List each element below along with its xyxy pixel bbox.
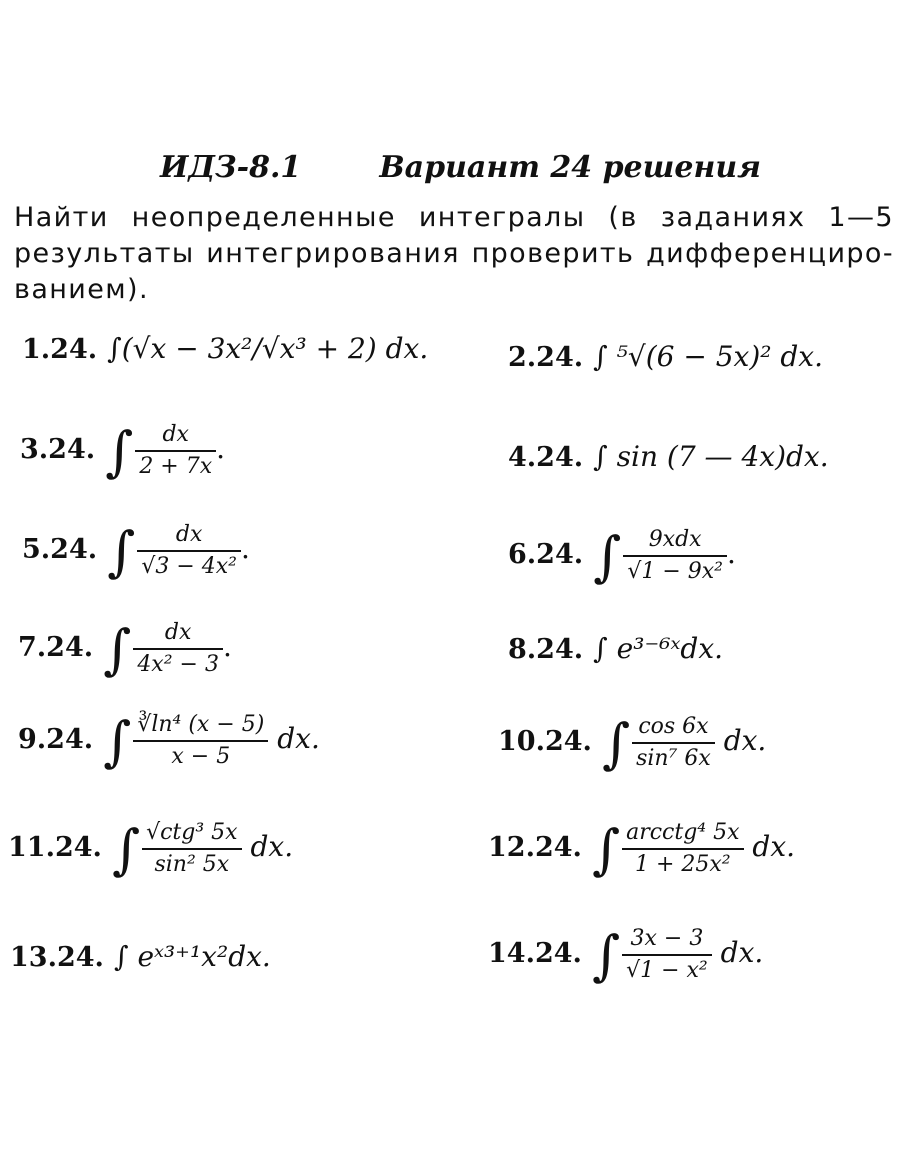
- numerator: arcctg⁴ 5x: [622, 820, 743, 850]
- problem-number: 2.24.: [508, 342, 584, 373]
- fraction: [137, 522, 241, 580]
- denominator: √1 − 9x²: [627, 558, 723, 584]
- assignment-id: ИДЗ-8.1: [160, 150, 302, 185]
- problem-6: 6.24. ∫ $\frac{\text{9xdx}}{\text{√1 − 9x²}}$ .: [508, 525, 736, 588]
- problem-number: 1.24.: [22, 334, 98, 365]
- problem-14: 14.24. ∫ $\frac{3x - 3}{\text{√1 − x²}}$ dx.: [488, 924, 764, 987]
- integral-sign: ∫: [601, 712, 631, 775]
- denominator: x − 5: [171, 743, 231, 769]
- denominator: sin⁷ 6x: [636, 745, 711, 771]
- problem-8: [508, 632, 723, 665]
- problem-13: [10, 940, 271, 973]
- numerator: dx: [133, 620, 223, 650]
- problem-number: 4.24.: [508, 442, 584, 473]
- problem-number: 6.24.: [508, 539, 584, 570]
- numerator: 9xdx: [623, 527, 727, 557]
- variant-title: Вариант 24 решения: [379, 150, 762, 185]
- problem-number: 10.24.: [498, 726, 592, 757]
- numerator: 3x − 3: [622, 926, 712, 956]
- fraction: [133, 620, 223, 678]
- fraction: [623, 527, 727, 585]
- problem-expression: ∫ ⁵√(6 − 5x)² dx.: [593, 340, 823, 373]
- problem-number: 9.24.: [18, 724, 94, 755]
- integral-sign: ∫: [591, 924, 621, 987]
- integral-sign: ∫: [103, 618, 132, 681]
- problem-expression: ∫ sin (7 — 4x)dx.: [593, 440, 829, 473]
- numerator: cos 6x: [632, 714, 715, 744]
- integral-sign: ∫: [107, 520, 136, 583]
- numerator: ∛ln⁴ (x − 5): [133, 712, 268, 742]
- problem-5: 5.24. ∫ $\frac{dx}{\text{√3 − 4x²}}$ .: [22, 520, 250, 583]
- problem-7: 7.24. ∫ $\frac{dx}{\text{4x² − 3}}$ .: [18, 618, 232, 681]
- problem-expression: ∫ eˣ³⁺¹x²dx.: [113, 940, 271, 973]
- problem-11: 11.24. ∫ $\frac{\text{√ctg³ 5x}}{\text{sin² 5x}}$ dx.: [8, 818, 294, 881]
- integral-sign: ∫: [111, 818, 141, 881]
- numerator: dx: [135, 422, 216, 452]
- integral-sign: ∫: [591, 818, 621, 881]
- numerator: √ctg³ 5x: [142, 820, 241, 850]
- problem-number: 5.24.: [22, 534, 98, 565]
- task-instructions: [14, 200, 894, 308]
- problem-4: [508, 440, 829, 473]
- problem-expression: ∫ e³⁻⁶ˣdx.: [593, 632, 724, 665]
- problem-number: 12.24.: [488, 832, 582, 863]
- denominator: 1 + 25x²: [634, 851, 731, 877]
- denominator: sin² 5x: [154, 851, 230, 877]
- instruction-line: ванием).: [14, 274, 149, 305]
- fraction: [622, 820, 743, 878]
- problem-2: [508, 340, 823, 373]
- fraction: [632, 714, 715, 772]
- problem-1: [22, 332, 428, 365]
- problem-number: 3.24.: [20, 434, 96, 465]
- numerator: dx: [137, 522, 241, 552]
- integral-sign: ∫: [105, 420, 134, 483]
- denominator: 2 + 7x: [139, 453, 213, 479]
- fraction: [622, 926, 712, 984]
- problem-3: 3.24. ∫ $\frac{dx}{2 + 7x}$ .: [20, 420, 226, 483]
- integral-sign: ∫: [103, 710, 132, 773]
- integral-sign: ∫: [593, 525, 622, 588]
- document-header: [160, 150, 761, 185]
- instruction-line: Найти неопределенные интегралы (в заданиях 1—5: [14, 202, 894, 233]
- problem-number: 8.24.: [508, 634, 584, 665]
- problem-number: 11.24.: [8, 832, 102, 863]
- problem-expression: ∫(√x − 3x²/√x³ + 2) dx.: [107, 332, 429, 365]
- problem-9: 9.24. ∫ $\frac{\text{∛ln⁴ (x − 5)}}{x - 5}$ dx.: [18, 710, 320, 773]
- instruction-line: результаты интегрирования проверить дифференциро-: [14, 238, 894, 269]
- problem-12: 12.24. ∫ $\frac{\text{arcctg⁴ 5x}}{\text{1 + 25x²}}$ dx.: [488, 818, 796, 881]
- fraction: [142, 820, 241, 878]
- denominator: √3 − 4x²: [141, 553, 237, 579]
- denominator: √1 − x²: [626, 957, 708, 983]
- fraction: [135, 422, 216, 480]
- problem-number: 13.24.: [10, 942, 104, 973]
- problem-number: 14.24.: [488, 938, 582, 969]
- problem-10: 10.24. ∫ $\frac{\cos 6x}{\text{sin⁷ 6x}}$ dx.: [498, 712, 767, 775]
- fraction: [133, 712, 268, 770]
- denominator: 4x² − 3: [137, 651, 219, 677]
- problem-number: 7.24.: [18, 632, 94, 663]
